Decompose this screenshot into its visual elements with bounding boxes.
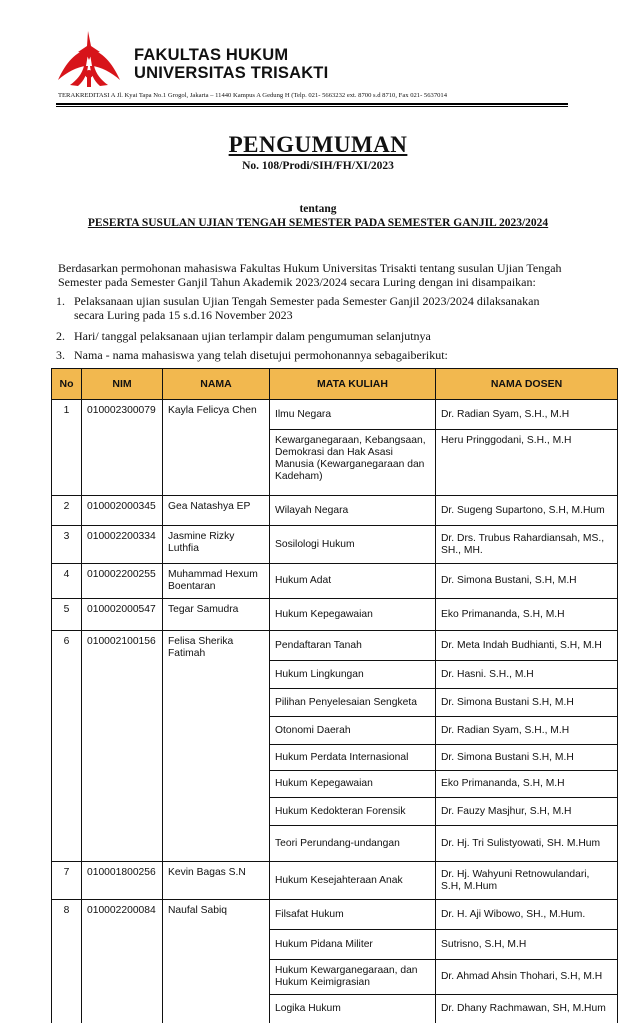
cell-nama-dosen: Dr. Hj. Wahyuni Retnowulandari, S.H, M.Hum [436, 862, 618, 900]
cell-nama-dosen: Dr. Ahmad Ahsin Thohari, S.H, M.H [436, 960, 618, 995]
cell-nim: 010002200255 [82, 564, 163, 599]
faculty-name: FAKULTAS HUKUM [134, 46, 289, 64]
letterhead-address: TERAKREDITASI A Jl. Kyai Tapa No.1 Grogol, Jakarta – 11440 Kampus A Gedung H (Telp. 021- 5663232 ext. 8700 s.d 8710, Fax 021- 5637014 [58, 92, 448, 99]
cell-nama: Jasmine Rizky Luthfia [163, 526, 270, 564]
cell-nim: 010002300079 [82, 400, 163, 496]
cell-nama-dosen: Dr. Dhany Rachmawan, SH, M.Hum [436, 995, 618, 1023]
announcement-subject: PESERTA SUSULAN UJIAN TENGAH SEMESTER PADA SEMESTER GANJIL 2023/2024 [87, 217, 549, 229]
cell-mata-kuliah: Ilmu Negara [270, 400, 436, 430]
table-row [52, 526, 618, 564]
cell-mata-kuliah: Logika Hukum [270, 995, 436, 1023]
cell-nama: Tegar Samudra [163, 599, 270, 631]
cell-no: 5 [52, 599, 82, 631]
intro-paragraph: Berdasarkan permohonan mahasiswa Fakultas Hukum Universitas Trisakti tentang susulan Ujian Tengah Semester pada Semester Ganjil Tahun Akademik 2023/2024 secara Luring dengan ini disampaikan: [58, 261, 562, 289]
cell-no: 6 [52, 631, 82, 862]
cell-mata-kuliah: Hukum Pidana Militer [270, 930, 436, 960]
cell-nama-dosen: Dr. Meta Indah Budhianti, S.H, M.H [436, 631, 618, 661]
column-header-mata-kuliah: MATA KULIAH [270, 369, 436, 400]
cell-mata-kuliah: Sosilologi Hukum [270, 526, 436, 564]
table-row [52, 400, 618, 430]
cell-nim: 010002100156 [82, 631, 163, 862]
cell-nama: Felisa Sherika Fatimah [163, 631, 270, 862]
table-row [52, 900, 618, 930]
cell-nama-dosen: Eko Primananda, S.H, M.H [436, 771, 618, 798]
cell-mata-kuliah: Hukum Kepegawaian [270, 771, 436, 798]
cell-nama-dosen: Heru Pringgodani, S.H., M.H [436, 430, 618, 496]
cell-mata-kuliah: Pilihan Penyelesaian Sengketa [270, 689, 436, 717]
participants-table [51, 368, 618, 1023]
cell-nama: Kevin Bagas S.N [163, 862, 270, 900]
cell-no: 8 [52, 900, 82, 1023]
cell-mata-kuliah: Hukum Kepegawaian [270, 599, 436, 631]
university-name: UNIVERSITAS TRISAKTI [134, 64, 329, 82]
letterhead-rule-thin [56, 106, 568, 107]
table-row [52, 599, 618, 631]
cell-mata-kuliah: Hukum Kewarganegaraan, dan Hukum Keimigrasian [270, 960, 436, 995]
cell-no: 2 [52, 496, 82, 526]
letterhead-rule [56, 103, 568, 105]
cell-mata-kuliah: Kewarganegaraan, Kebangsaan, Demokrasi dan Hak Asasi Manusia (Kewarganegaraan dan Kadeham) [270, 430, 436, 496]
cell-nama-dosen: Dr. Radian Syam, S.H., M.H [436, 400, 618, 430]
cell-nama-dosen: Dr. Simona Bustani S.H, M.H [436, 745, 618, 771]
cell-nama: Naufal Sabiq [163, 900, 270, 1023]
cell-mata-kuliah: Hukum Lingkungan [270, 661, 436, 689]
cell-mata-kuliah: Hukum Perdata Internasional [270, 745, 436, 771]
about-label: tentang [299, 203, 337, 215]
cell-mata-kuliah: Wilayah Negara [270, 496, 436, 526]
cell-nama-dosen: Dr. Fauzy Masjhur, S.H, M.H [436, 798, 618, 826]
cell-mata-kuliah: Hukum Kesejahteraan Anak [270, 862, 436, 900]
column-header-nim: NIM [82, 369, 163, 400]
table-row [52, 564, 618, 599]
cell-nama: Muhammad Hexum Boentaran [163, 564, 270, 599]
cell-nama-dosen: Dr. Drs. Trubus Rahardiansah, MS., SH., MH. [436, 526, 618, 564]
table-body [52, 400, 618, 1023]
column-header-no: No [52, 369, 82, 400]
cell-nim: 010002200334 [82, 526, 163, 564]
announcement-number: No. 108/Prodi/SIH/FH/XI/2023 [242, 160, 394, 172]
cell-nama-dosen: Dr. Sugeng Supartono, S.H, M.Hum [436, 496, 618, 526]
cell-mata-kuliah: Pendaftaran Tanah [270, 631, 436, 661]
cell-nama-dosen: Dr. Radian Syam, S.H., M.H [436, 717, 618, 745]
cell-no: 3 [52, 526, 82, 564]
cell-nim: 010002000547 [82, 599, 163, 631]
cell-nama: Gea Natashya EP [163, 496, 270, 526]
table-header-row [52, 369, 618, 400]
announcement-title: PENGUMUMAN [228, 132, 408, 157]
cell-no: 4 [52, 564, 82, 599]
cell-nama-dosen: Dr. Hj. Tri Sulistyowati, SH. M.Hum [436, 826, 618, 862]
column-header-nama-dosen: NAMA DOSEN [436, 369, 618, 400]
cell-mata-kuliah: Hukum Kedokteran Forensik [270, 798, 436, 826]
cell-no: 7 [52, 862, 82, 900]
cell-nim: 010001800256 [82, 862, 163, 900]
cell-nama-dosen: Sutrisno, S.H, M.H [436, 930, 618, 960]
column-header-nama: NAMA [163, 369, 270, 400]
faculty-logo [54, 30, 124, 88]
cell-no: 1 [52, 400, 82, 496]
cell-nama-dosen: Dr. Simona Bustani, S.H, M.H [436, 564, 618, 599]
table-row [52, 862, 618, 900]
cell-mata-kuliah: Teori Perundang-undangan [270, 826, 436, 862]
cell-nama-dosen: Dr. Simona Bustani S.H, M.H [436, 689, 618, 717]
cell-nim: 010002200084 [82, 900, 163, 1023]
cell-mata-kuliah: Hukum Adat [270, 564, 436, 599]
cell-mata-kuliah: Filsafat Hukum [270, 900, 436, 930]
cell-mata-kuliah: Otonomi Daerah [270, 717, 436, 745]
cell-nama-dosen: Dr. Hasni. S.H., M.H [436, 661, 618, 689]
cell-nama-dosen: Dr. H. Aji Wibowo, SH., M.Hum. [436, 900, 618, 930]
table-row [52, 631, 618, 661]
cell-nim: 010002000345 [82, 496, 163, 526]
table-row [52, 496, 618, 526]
cell-nama: Kayla Felicya Chen [163, 400, 270, 496]
cell-nama-dosen: Eko Primananda, S.H, M.H [436, 599, 618, 631]
